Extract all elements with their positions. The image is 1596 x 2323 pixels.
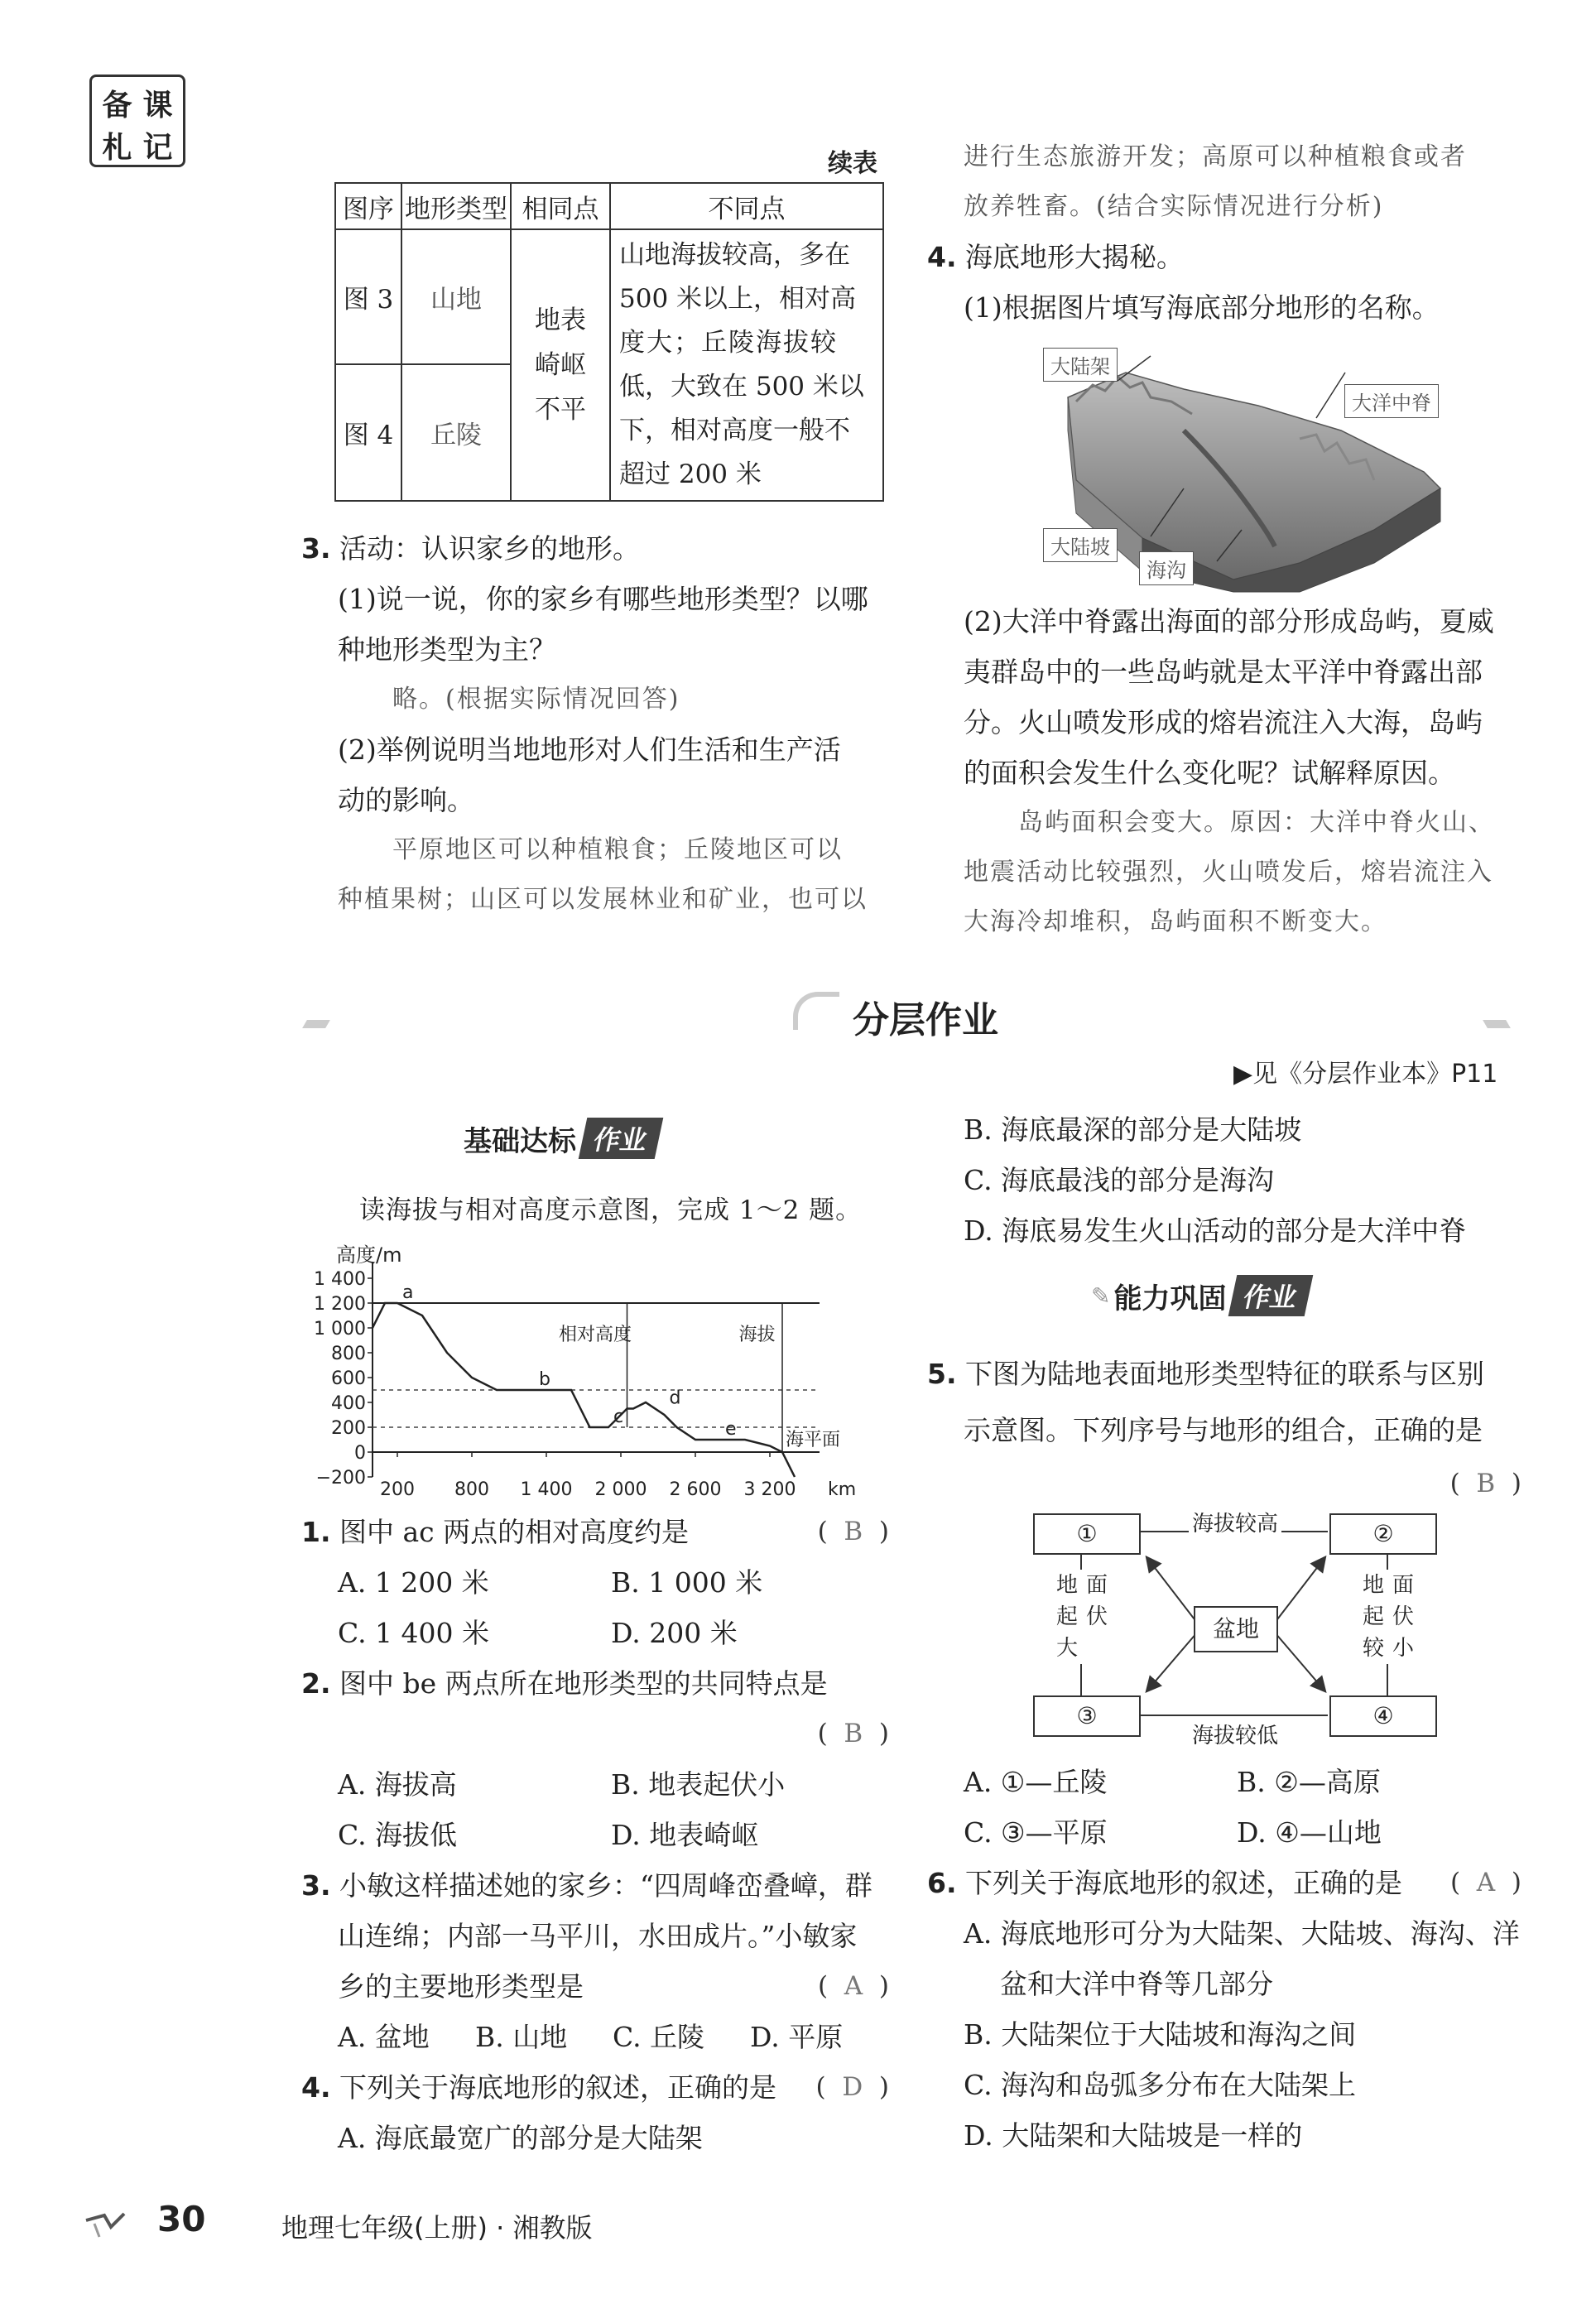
badge-label: 基础达标	[464, 1124, 576, 1158]
label-ocean-ridge: 大洋中脊	[1344, 384, 1439, 418]
chart-y-tick-label: 1 400	[314, 1269, 366, 1290]
q3-stem-line: 山连绵；内部一马平川，水田成片。”小敏家	[338, 1920, 858, 1952]
q4b-answer: ( D )	[815, 2072, 889, 2102]
label-trench: 海沟	[1139, 551, 1194, 585]
label-continental-slope: 大陆坡	[1043, 528, 1118, 562]
right-q4-cont	[964, 1104, 1526, 1256]
q6-stem	[927, 1858, 1523, 1908]
q1-option[interactable]: C. 1 400 米	[338, 1617, 490, 1649]
q5-option[interactable]: B. ②—高原	[1237, 1766, 1381, 1798]
page-number: 30	[157, 2199, 206, 2239]
corner-stamp	[89, 75, 185, 167]
chart-intro: 读海拔与相对高度示意图，完成 1～2 题。	[359, 1195, 863, 1225]
section-arc-icon	[793, 992, 839, 1030]
q6-option-cont: 盆和大洋中脊等几部分	[1000, 1968, 1273, 2000]
section-divider-right	[1483, 1020, 1511, 1028]
question-5	[927, 1346, 1523, 1502]
q5-options-q6	[927, 1757, 1523, 2161]
book-title: 地理七年级(上册) · 湘教版	[281, 2212, 593, 2244]
q5-option[interactable]: D. ④—山地	[1237, 1816, 1382, 1849]
top-label: 海拔较高	[1189, 1507, 1281, 1537]
cont-answer-line: 进行生态旅游开发；高原可以种植粮食或者	[964, 142, 1467, 171]
left-label-char: 地	[1056, 1573, 1079, 1598]
chart-point-label: a	[402, 1282, 414, 1303]
table-cell: 图 3	[335, 229, 401, 364]
chart-x-tick-label: 800	[454, 1479, 489, 1500]
q3b-number: 3.	[301, 1869, 331, 1902]
q6-stem-text: 下列关于海底地形的叙述，正确的是	[965, 1867, 1402, 1899]
right-label-char: 较	[1363, 1636, 1385, 1661]
q4-2-answer-line: 大海冷却堆积，岛屿面积不断变大。	[964, 907, 1387, 936]
q4-2-line: 分。火山喷发形成的熔岩流注入大海，岛屿	[964, 706, 1483, 738]
right-label-char: 地	[1363, 1573, 1385, 1598]
q3-2-answer-line: 平原地区可以种植粮食；丘陵地区可以	[392, 835, 843, 864]
q3-1-line: 种地形类型为主？	[338, 633, 556, 666]
q3-option[interactable]: C. 丘陵	[613, 2021, 705, 2053]
diff-line: 超过 200 米	[619, 459, 762, 489]
question-2	[301, 1658, 891, 1860]
chart-y-tick-label: 400	[331, 1393, 366, 1414]
badge-label: 能力巩固	[1113, 1282, 1227, 1315]
badge-tag: 作业	[579, 1118, 664, 1159]
q5-option[interactable]: C. ③—平原	[964, 1816, 1108, 1849]
q6-option[interactable]: C. 海沟和岛弧多分布在大陆架上	[964, 2069, 1357, 2101]
q4b-option[interactable]: B. 海底最深的部分是大陆坡	[964, 1113, 1302, 1146]
chart-point-label: e	[725, 1419, 737, 1440]
q5-answer-value: B	[1476, 1469, 1496, 1498]
left-label-char: 大	[1056, 1636, 1079, 1661]
q5-stem	[927, 1346, 1523, 1402]
table-cell: 丘陵	[401, 364, 511, 501]
stamp-char: 札	[102, 131, 132, 165]
chart-y-label: 高度/m	[336, 1243, 402, 1267]
label-continental-shelf: 大陆架	[1043, 348, 1118, 382]
q3-2-answer-line: 种植果树；山区可以发展林业和矿业，也可以	[338, 885, 868, 914]
altitude-chart	[306, 1237, 886, 1502]
chart-y-tick-label: 1 000	[314, 1319, 366, 1339]
basic-badge	[464, 1118, 659, 1159]
badge-tag: 作业	[1228, 1275, 1314, 1316]
q3-option[interactable]: D. 平原	[750, 2021, 844, 2053]
question-6	[927, 1858, 1523, 2161]
terrain-table	[334, 182, 884, 502]
table-cell: 山地	[401, 229, 511, 364]
ability-badge	[1091, 1275, 1309, 1316]
q4b-stem	[301, 2062, 891, 2113]
q3-stem-text: 小敏这样描述她的家乡：“四周峰峦叠嶂，群	[339, 1869, 873, 1902]
table-header: 不同点	[610, 183, 883, 229]
diff-line: 度大；丘陵海拔较	[619, 328, 838, 358]
chart-point-label: c	[613, 1407, 624, 1427]
question-1	[301, 1507, 891, 1658]
q1-stem-text: 图中 ac 两点的相对高度约是	[339, 1516, 690, 1548]
q3-number: 3.	[301, 532, 331, 565]
question-4	[301, 2062, 891, 2163]
q3-option[interactable]: A. 盆地	[338, 2021, 430, 2053]
q4-1-line: (1)根据图片填写海底部分地形的名称。	[964, 291, 1440, 324]
chart-sea-level-label: 海平面	[786, 1430, 841, 1450]
cont-answer-line: 放养牲畜。(结合实际情况进行分析)	[964, 192, 1384, 221]
section-divider-left	[302, 1020, 330, 1028]
table-cell: 图 4	[335, 364, 401, 501]
q3-1-line: (1)说一说，你的家乡有哪些地形类型？以哪	[338, 583, 868, 615]
table-caption: 续表	[828, 149, 877, 178]
diff-line: 低，大致在 500 米以	[619, 372, 864, 402]
node-center: 盆地	[1194, 1606, 1278, 1652]
q3-answer-value: A	[844, 1971, 863, 2001]
q3-2-line: 动的影响。	[338, 784, 474, 816]
left-label-char: 面	[1086, 1573, 1108, 1598]
chart-x-tick-label: 1 400	[520, 1479, 573, 1500]
q4-2-block	[927, 596, 1523, 947]
node-2: ②	[1329, 1513, 1437, 1555]
q3-2-line: (2)举例说明当地地形对人们生活和生产活	[338, 733, 841, 766]
footer-logo-svg	[83, 2209, 132, 2239]
q1-option[interactable]: A. 1 200 米	[338, 1566, 489, 1599]
table-header: 地形类型	[401, 183, 511, 229]
q1-answer: ( B )	[817, 1517, 889, 1546]
q2-stem-text: 图中 be 两点所在地形类型的共同特点是	[339, 1667, 828, 1700]
chart-y-tick-label: 800	[331, 1344, 366, 1364]
q1-option[interactable]: D. 200 米	[611, 1617, 738, 1649]
q1-option[interactable]: B. 1 000 米	[611, 1566, 763, 1599]
q4-2-line: 的面积会发生什么变化呢？试解释原因。	[964, 757, 1455, 789]
q4-2-line: (2)大洋中脊露出海面的部分形成岛屿，夏威	[964, 605, 1494, 637]
leaf-icon: ✎	[1091, 1282, 1111, 1310]
chart-point-label: b	[539, 1369, 550, 1390]
chart-x-tick-label: 3 200	[743, 1479, 796, 1500]
chart-x-tick-label: 2 600	[669, 1479, 722, 1500]
right-top-block	[927, 132, 1523, 333]
q1-answer-value: B	[844, 1517, 863, 1546]
q4b-option[interactable]: D. 海底易发生火山活动的部分是大洋中脊	[964, 1214, 1467, 1247]
q6-option[interactable]: D. 大陆架和大陆坡是一样的	[964, 2119, 1303, 2152]
left-label	[1056, 1570, 1108, 1664]
section-title: 分层作业	[853, 999, 998, 1041]
section-reference: ▶见《分层作业本》P11	[1233, 1060, 1498, 1089]
q3-stem	[301, 1860, 891, 1911]
left-label-char: 起	[1056, 1604, 1079, 1629]
q4-title: 海底地形大揭秘。	[965, 241, 1184, 273]
q2-answer: ( B )	[817, 1719, 889, 1748]
q3-title: 活动：认识家乡的地形。	[339, 532, 640, 565]
q6-option[interactable]: A. 海底地形可分为大陆架、大陆坡、海沟、洋	[964, 1917, 1520, 1950]
q4b-answer-value: D	[842, 2072, 863, 2102]
q4b-number: 4.	[301, 2071, 331, 2104]
chart-relative-height-label: 相对高度	[559, 1325, 632, 1345]
q2-option[interactable]: B. 地表起伏小	[611, 1768, 786, 1801]
q2-answer-value: B	[844, 1719, 863, 1748]
right-label-char: 面	[1392, 1573, 1415, 1598]
diff-line: 下，相对高度一般不	[619, 416, 850, 445]
table-cell-same	[511, 229, 610, 501]
q1-number: 1.	[301, 1516, 331, 1548]
q3-stem-line: 乡的主要地形类型是	[338, 1970, 584, 2003]
q4b-option[interactable]: A. 海底最宽广的部分是大陆架	[338, 2122, 703, 2154]
seafloor-diagram	[1026, 339, 1457, 596]
altitude-chart-svg	[306, 1237, 886, 1502]
chart-y-tick-label: 200	[331, 1418, 366, 1439]
q6-answer-value: A	[1476, 1868, 1496, 1897]
q4b-option[interactable]: C. 海底最浅的部分是海沟	[964, 1164, 1275, 1196]
footer-logo-icon	[83, 2209, 132, 2239]
chart-point-label: d	[669, 1388, 681, 1409]
q3-answer: ( A )	[817, 1971, 889, 2001]
bottom-label: 海拔较低	[1189, 1719, 1281, 1749]
q2-option[interactable]: A. 海拔高	[338, 1768, 457, 1801]
node-3: ③	[1033, 1695, 1141, 1737]
diff-line: 山地海拔较高，多在	[619, 240, 850, 270]
q6-number: 6.	[927, 1867, 957, 1899]
q5-answer-row	[927, 1459, 1523, 1502]
diff-line: 500 米以上，相对高	[619, 284, 857, 314]
left-questions	[301, 1507, 891, 2163]
left-top-block	[301, 523, 889, 925]
q5-stem-line: 示意图。下列序号与地形的组合，正确的是	[964, 1414, 1483, 1446]
right-label	[1363, 1570, 1414, 1664]
q2-stem	[301, 1658, 891, 1709]
same-text: 地表崎岖不平	[535, 305, 586, 425]
question-3	[301, 1860, 891, 2062]
q5-stem-text: 下图为陆地表面地形类型特征的联系与区别	[965, 1358, 1484, 1390]
chart-y-tick-label: 1 200	[314, 1294, 366, 1315]
left-label-char: 伏	[1086, 1604, 1108, 1629]
chart-x-tick-label: 200	[380, 1479, 415, 1500]
table-header: 图序	[335, 183, 401, 229]
q6-answer: ( A )	[1449, 1868, 1521, 1897]
q5-option[interactable]: A. ①—丘陵	[964, 1766, 1108, 1798]
q4-line	[927, 232, 1523, 282]
right-label-char: 伏	[1392, 1604, 1415, 1629]
chart-y-tick-label: 600	[331, 1368, 366, 1389]
chart-y-tick-label: −200	[315, 1468, 366, 1489]
q5-number: 5.	[927, 1358, 957, 1390]
table-cell-diff	[610, 229, 883, 501]
right-label-char: 起	[1363, 1604, 1385, 1629]
q2-answer-row	[301, 1709, 891, 1759]
q2-option[interactable]: C. 海拔低	[338, 1819, 458, 1851]
chart-x-label: km	[828, 1479, 857, 1500]
q2-option[interactable]: D. 地表崎岖	[611, 1819, 759, 1851]
q4-2-line: 夷群岛中的一些岛屿就是太平洋中脊露出部	[964, 656, 1483, 688]
q3-line	[301, 523, 889, 574]
terrain-relation-diagram	[1031, 1508, 1440, 1748]
q2-number: 2.	[301, 1667, 331, 1700]
q3-option[interactable]: B. 山地	[475, 2021, 568, 2053]
q4-number: 4.	[927, 241, 957, 273]
q4-2-answer-line: 地震活动比较强烈，火山喷发后，熔岩流注入	[964, 858, 1493, 887]
q3-1-answer: 略。(根据实际情况回答)	[392, 685, 680, 714]
chart-altitude-label: 海拔	[738, 1325, 776, 1345]
q4-2-answer-line: 岛屿面积会变大。原因：大洋中脊火山、	[1018, 808, 1495, 837]
q1-stem	[301, 1507, 891, 1557]
node-1: ①	[1033, 1513, 1141, 1555]
chart-y-tick-label: 0	[354, 1443, 366, 1464]
q6-option[interactable]: B. 大陆架位于大陆坡和海沟之间	[964, 2018, 1357, 2051]
right-label-char: 小	[1392, 1636, 1415, 1661]
q5-answer: ( B )	[1449, 1469, 1521, 1498]
stamp-char: 课	[142, 89, 173, 123]
q4b-stem-text: 下列关于海底地形的叙述，正确的是	[339, 2071, 776, 2104]
stamp-char: 备	[102, 89, 132, 123]
stamp-char: 记	[142, 131, 173, 165]
node-4: ④	[1329, 1695, 1437, 1737]
table-header: 相同点	[511, 183, 610, 229]
chart-x-tick-label: 2 000	[594, 1479, 647, 1500]
